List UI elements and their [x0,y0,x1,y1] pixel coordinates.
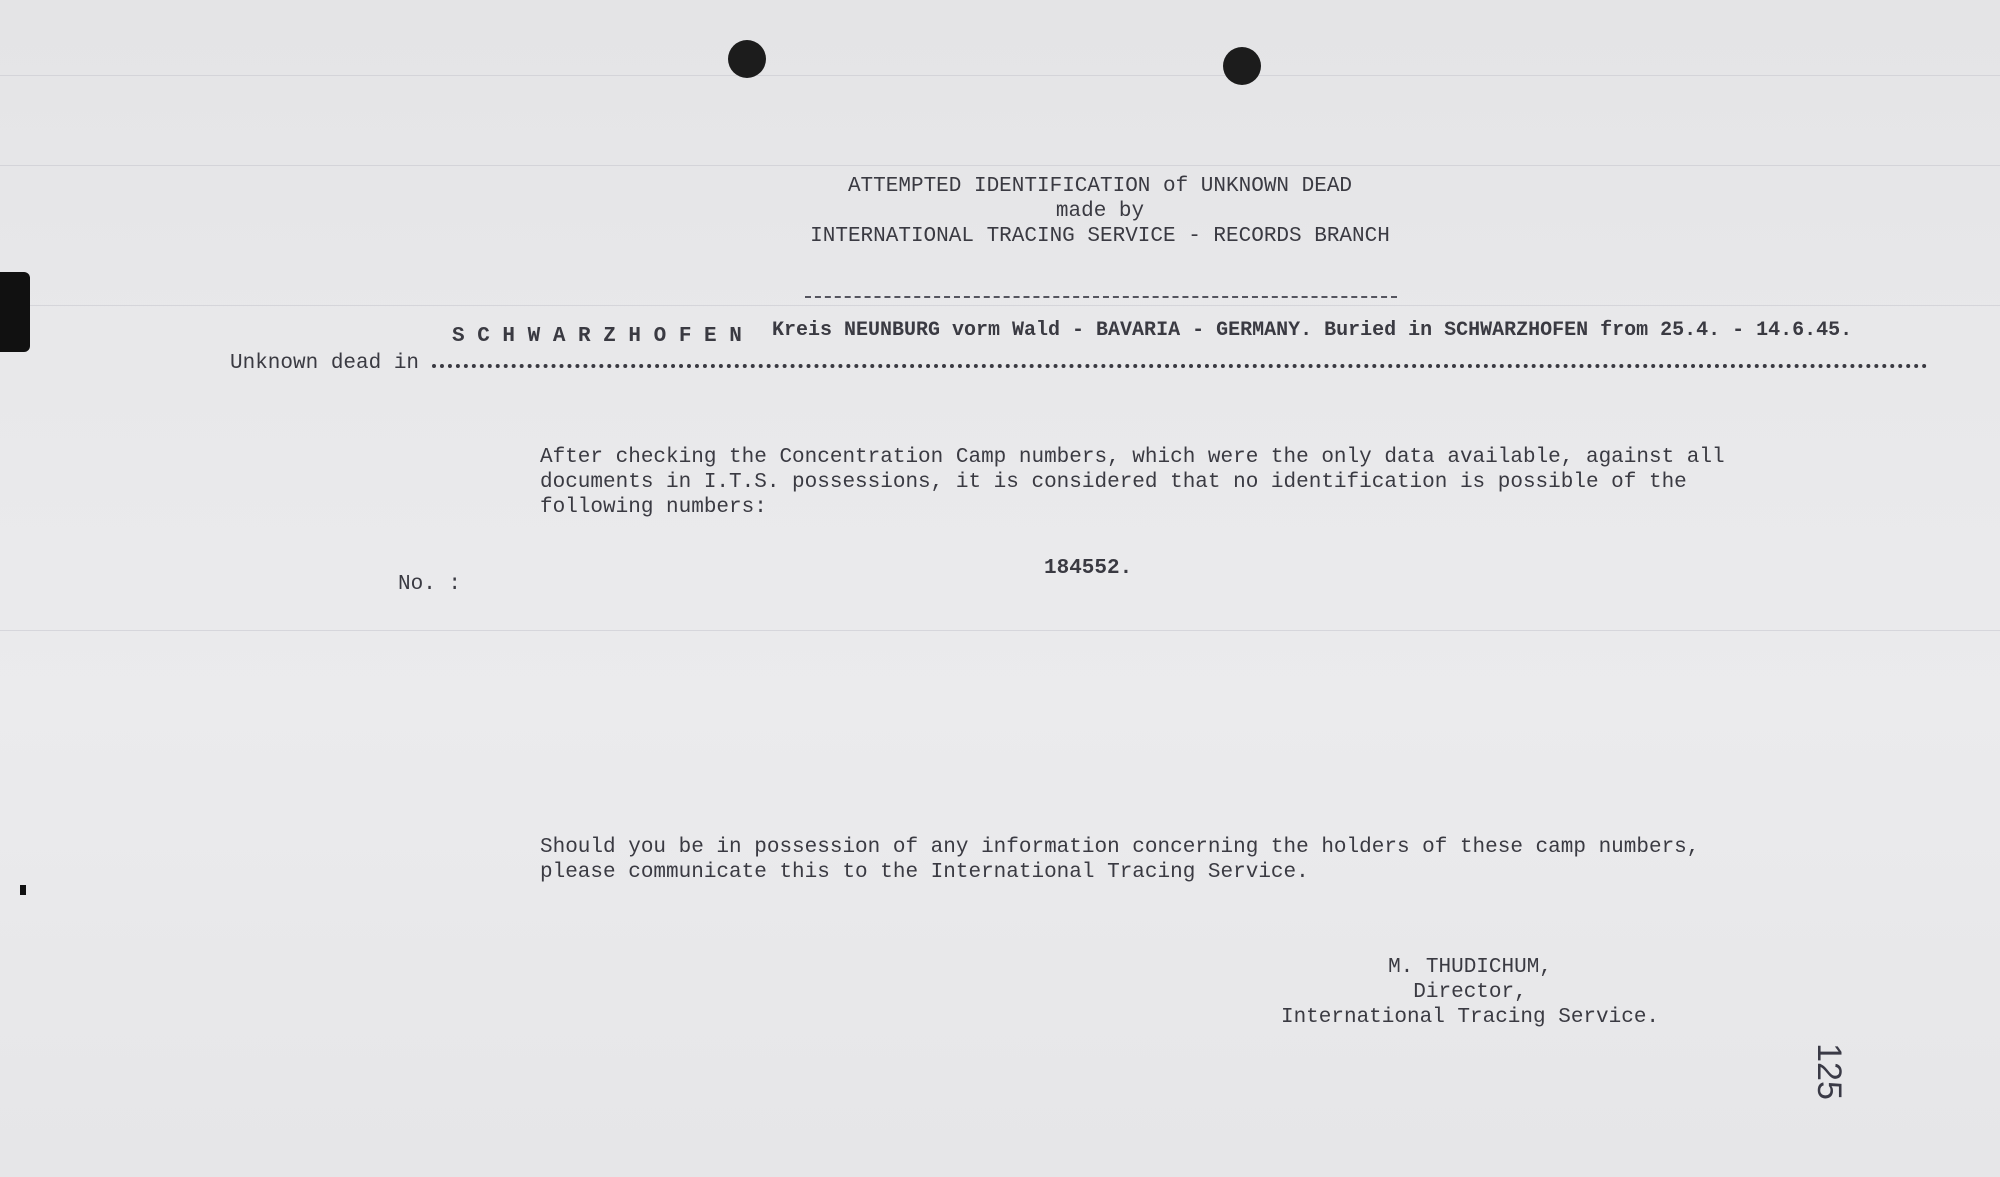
header-line-2: made by [1055,200,1145,223]
paper-line [0,75,2000,76]
header-line-3: INTERNATIONAL TRACING SERVICE - RECORDS BRANCH [810,225,1390,248]
location-label: Unknown dead in [230,352,420,375]
camp-number: 184552. [1044,557,1133,580]
edge-blot-icon [0,272,30,352]
body-paragraph-1: After checking the Concentration Camp numbers, which were the only data available, against all documents in I.T.S. possessions, it is considered that no identification is possible of the following numbers: [540,446,1725,519]
edge-mark-icon [20,885,26,895]
punch-hole-left-icon [728,40,766,78]
signature-title: Director, [1413,981,1527,1004]
paper-line [0,165,2000,166]
punch-hole-right-icon [1223,47,1261,85]
header-line-1: ATTEMPTED IDENTIFICATION of UNKNOWN DEAD [847,175,1353,198]
location-details: Kreis NEUNBURG vorm Wald - BAVARIA - GERMANY. Buried in SCHWARZHOFEN from 25.4. - 14.6.45. [772,319,1853,342]
location-dotted-line [432,364,1928,368]
page-number: 125 [1809,1043,1848,1100]
signature-name: M. THUDICHUM, [1388,956,1552,979]
number-label: No. : [398,573,462,596]
signature-org: International Tracing Service. [1280,1006,1660,1029]
header-rule [805,296,1397,298]
paper-line [0,305,2000,306]
paper-line [0,630,2000,631]
location-place: S C H W A R Z H O F E N [452,325,742,348]
body-paragraph-2: Should you be in possession of any information concerning the holders of these camp numbers, please communicate this to the International Tracing Service. [540,836,1700,884]
